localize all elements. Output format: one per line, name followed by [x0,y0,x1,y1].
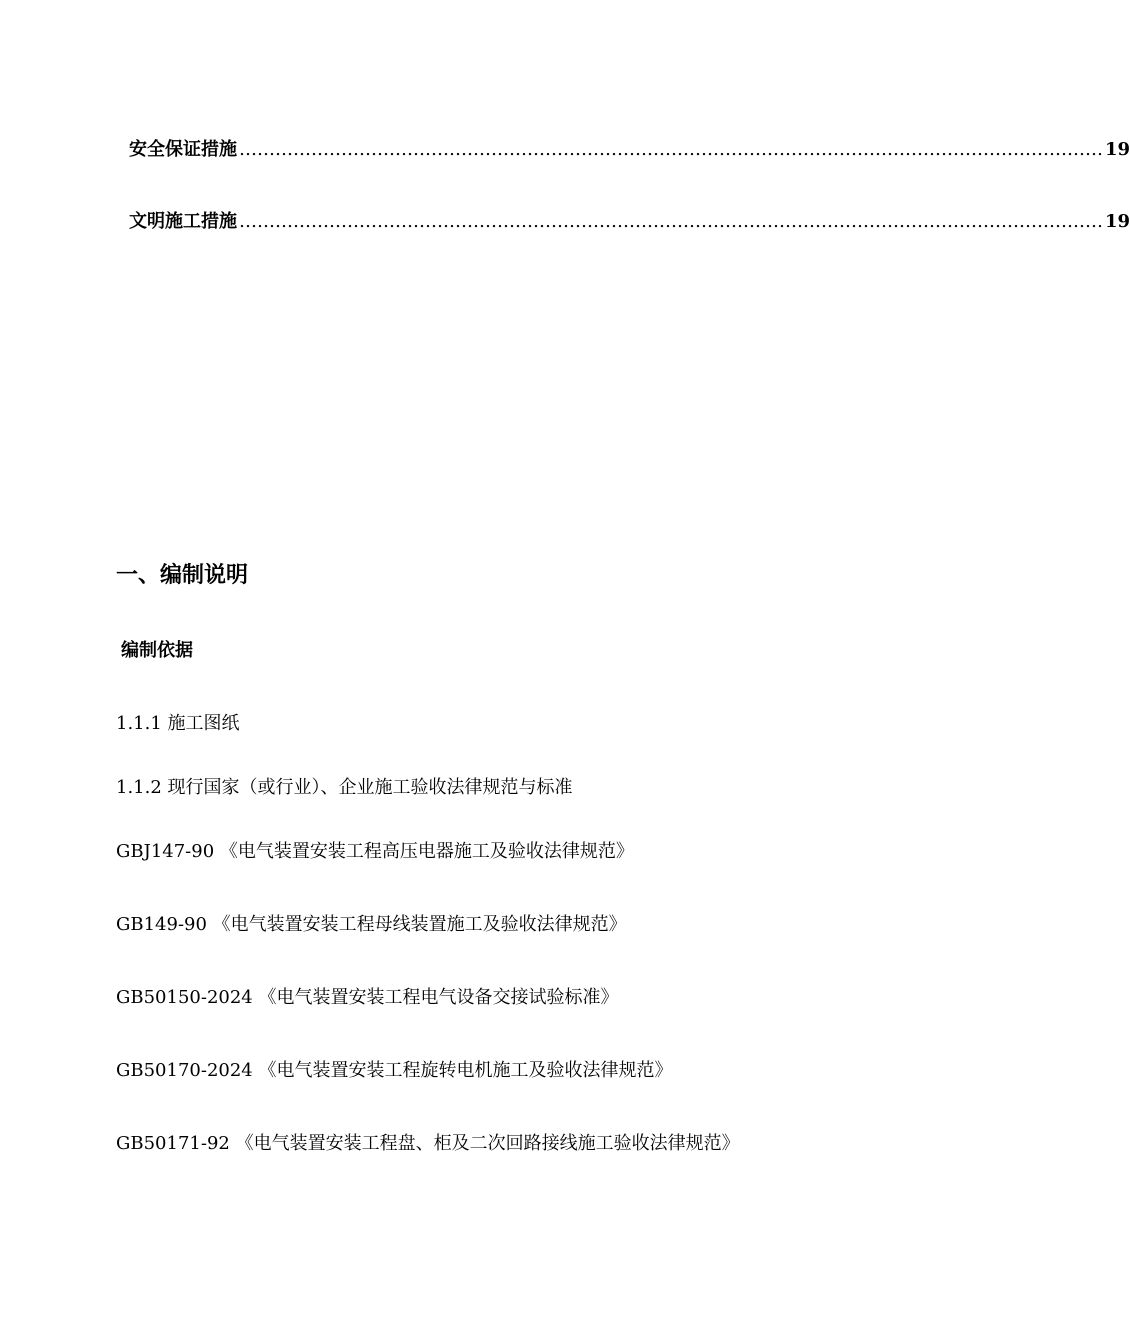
toc-title: 文明施工措施 [129,211,237,232]
standard-item: GB50171-92 《电气装置安装工程盘、柜及二次回路接线施工验收法律规范》 [116,1133,740,1154]
toc-page-number: 19 [1105,139,1130,160]
toc-dot-leader: ……………………………………………………………………………………………………………………………… [239,139,1103,160]
sub-heading: 编制依据 [121,640,193,661]
standard-item: GB50150-2024 《电气装置安装工程电气设备交接试验标准》 [116,987,619,1008]
standard-item: GBJ147-90 《电气装置安装工程高压电器施工及验收法律规范》 [116,841,634,862]
toc-page-number: 19 [1105,211,1130,232]
standard-item: GB149-90 《电气装置安装工程母线装置施工及验收法律规范》 [116,914,627,935]
toc-entry-safety[interactable] [129,138,1130,162]
toc-entry-civilized[interactable] [129,210,1130,234]
body-line: 1.1.1 施工图纸 [116,713,240,734]
body-line: 1.1.2 现行国家（或行业）、企业施工验收法律规范与标准 [116,777,573,798]
standard-item: GB50170-2024 《电气装置安装工程旋转电机施工及验收法律规范》 [116,1060,673,1081]
toc-dot-leader: ……………………………………………………………………………………………………………………………… [239,211,1103,232]
toc-title: 安全保证措施 [129,139,237,160]
section-heading: 一、编制说明 [116,562,249,588]
